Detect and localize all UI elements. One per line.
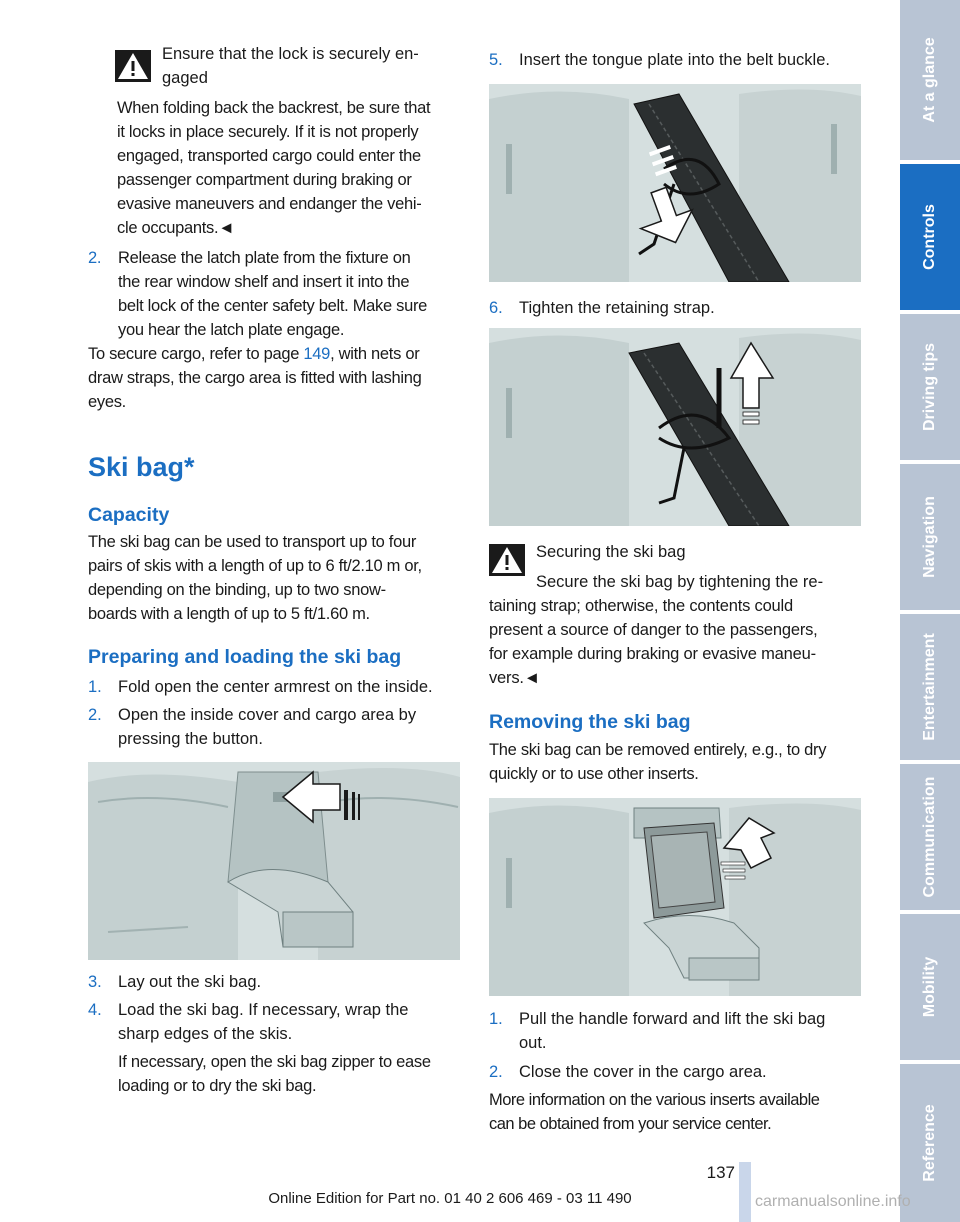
warning-triangle-icon-2 xyxy=(489,544,525,576)
tab-communication[interactable]: Communication xyxy=(900,764,960,910)
capacity-text: The ski bag can be used to transport up to four pairs of skis with a length of up to 6 ft/2.10 m or, depending on the binding, up to two snow- boards with a length of up to 5 ft/1.60 m. xyxy=(88,533,422,623)
tab-driving-tips[interactable]: Driving tips xyxy=(900,314,960,460)
tab-controls[interactable]: Controls xyxy=(900,164,960,310)
step-3-lay-out: 3. Lay out the ski bag. xyxy=(88,973,262,991)
warning-title: Ensure that the lock is securely en- gaged xyxy=(162,45,419,87)
heading-ski-bag: Ski bag* xyxy=(88,452,195,482)
step-4-extra: If necessary, open the ski bag zipper to ease loading or to dry the ski bag. xyxy=(118,1053,431,1095)
footer-edition: Online Edition for Part no. 01 40 2 606 469 - 03 11 490 xyxy=(268,1190,632,1207)
chapter-sidebar xyxy=(900,0,960,1222)
step-6-tighten-strap: 6. Tighten the retaining strap. xyxy=(489,299,715,317)
illustration-insert-tongue xyxy=(489,84,861,282)
tab-navigation[interactable]: Navigation xyxy=(900,464,960,610)
warning2-body: taining strap; otherwise, the contents could present a source of danger to the passengers, for example during braking or evasive maneu- vers.◄ xyxy=(489,597,818,687)
step-1-pull-handle: 1. Pull the handle forward and lift the ski bag out. xyxy=(489,1010,826,1052)
heading-preparing: Preparing and loading the ski bag xyxy=(88,646,402,668)
warning-body: When folding back the backrest, be sure that it locks in place securely. If it is not properly engaged, transported cargo could enter the passenger compartment during braking or evasive maneuvers and endanger the vehi- cle occupants.◄ xyxy=(117,99,431,237)
more-info-text: More information on the various inserts available can be obtained from your service center. xyxy=(489,1091,820,1133)
step-2-close-cover: 2. Close the cover in the cargo area. xyxy=(489,1063,767,1081)
step-2-release-latch: 2. Release the latch plate from the fixture on the rear window shelf and insert it into the belt lock of the center safety belt. Make sure you hear the latch plate engage. xyxy=(88,249,428,339)
page-number: 137 xyxy=(706,1163,735,1182)
heading-removing: Removing the ski bag xyxy=(489,711,691,733)
warning2-line1: Secure the ski bag by tightening the re- xyxy=(536,573,824,591)
warning2-title: Securing the ski bag xyxy=(536,543,686,561)
tab-mobility[interactable]: Mobility xyxy=(900,914,960,1060)
tab-entertainment[interactable]: Entertainment xyxy=(900,614,960,760)
page-link-149[interactable]: 149 xyxy=(303,345,331,363)
illustration-remove-ski-bag xyxy=(489,798,861,996)
watermark: carmanualsonline.info xyxy=(755,1193,911,1210)
step-5-insert-tongue: 5. Insert the tongue plate into the belt buckle. xyxy=(489,51,830,69)
step-2-open-cover: 2. Open the inside cover and cargo area by pressing the button. xyxy=(88,706,417,748)
illustration-tighten-strap xyxy=(489,328,861,526)
cargo-paragraph: To secure cargo, refer to page 149, with nets or draw straps, the cargo area is fitted with lashing eyes. xyxy=(88,345,422,411)
step-1-fold-armrest: 1. Fold open the center armrest on the inside. xyxy=(88,678,433,696)
removing-text: The ski bag can be removed entirely, e.g., to dry quickly or to use other inserts. xyxy=(489,741,827,783)
heading-capacity: Capacity xyxy=(88,504,170,526)
warning-triangle-icon xyxy=(115,50,151,82)
tab-at-a-glance[interactable]: At a glance xyxy=(900,0,960,160)
illustration-armrest-cover xyxy=(88,762,460,960)
tab-reference[interactable]: Reference xyxy=(900,1064,960,1222)
step-4-load-ski-bag: 4. Load the ski bag. If necessary, wrap the sharp edges of the skis. xyxy=(88,1001,409,1043)
